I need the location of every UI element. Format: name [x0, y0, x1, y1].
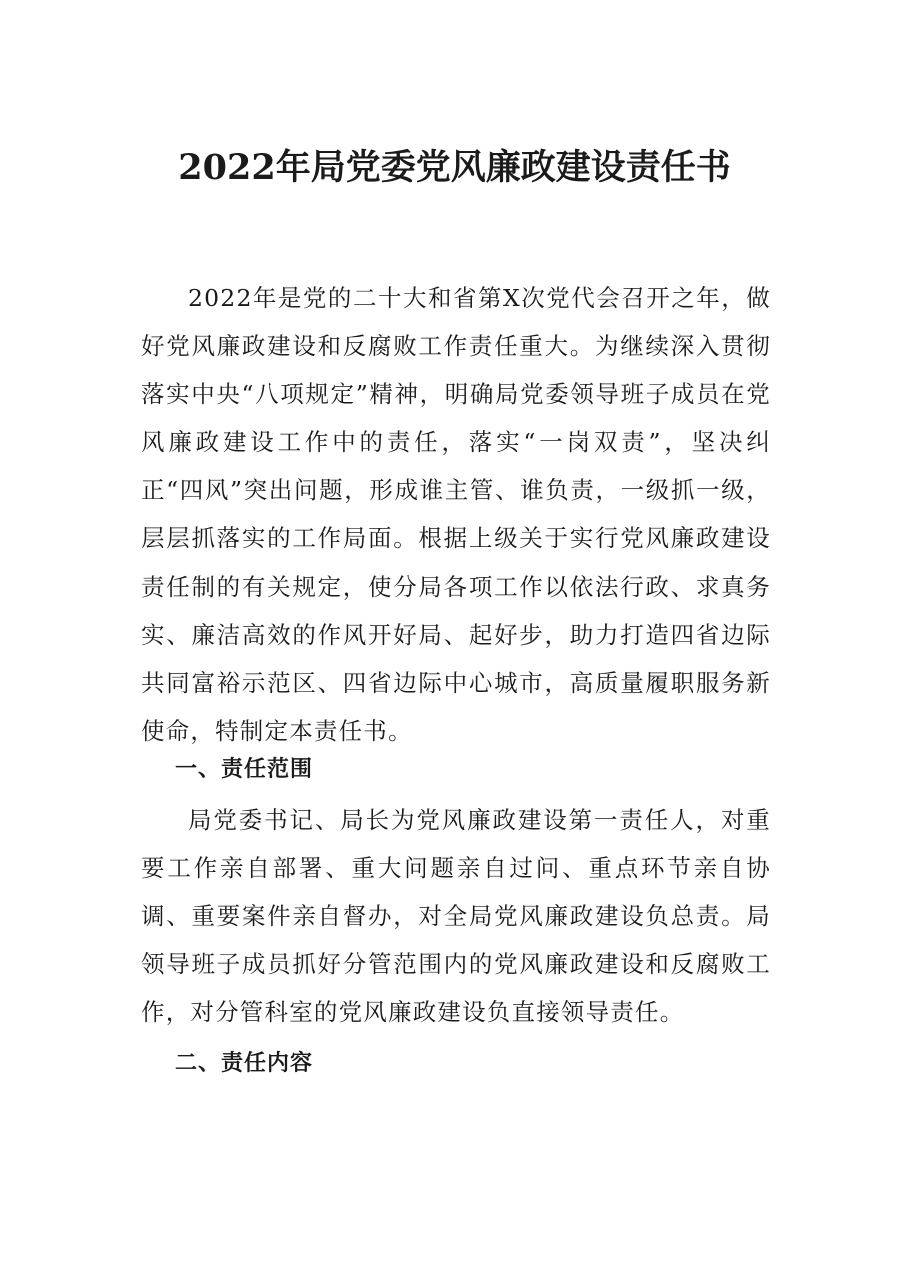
section-heading-content: 二、责任内容 [175, 1051, 314, 1076]
section-heading-scope: 一、责任范围 [175, 757, 314, 782]
intro-section [141, 274, 771, 755]
intro-paragraph: 2022年是党的二十大和省第Ⅹ次党代会召开之年，做好党风廉政建设和反腐败工作责任重大。为继续深入贯彻落实中央“八项规定”精神，明确局党委领导班子成员在党风廉政建设工作中的责任，落实“一岗双责”，坚决纠正“四风”突出问题，形成谁主管、谁负责，一级抓一级，层层抓落实的工作局面。根据上级关于实行党风廉政建设责任制的有关规定，使分局各项工作以依法行政、求真务实、廉洁高效的作风开好局、起好步，助力打造四省边际共同富裕示范区、四省边际中心城市，高质量履职服务新使命，特制定本责任书。 [141, 284, 771, 745]
scope-section [141, 796, 771, 1036]
document-title: 2022年局党委党风廉政建设责任书 [178, 147, 731, 188]
scope-paragraph: 局党委书记、局长为党风廉政建设第一责任人，对重要工作亲自部署、重大问题亲自过问、重点环节亲自协调、重要案件亲自督办，对全局党风廉政建设负总责。局领导班子成员抓好分管范围内的党风廉政建设和反腐败工作，对分管科室的党风廉政建设负直接领导责任。 [141, 806, 771, 1027]
